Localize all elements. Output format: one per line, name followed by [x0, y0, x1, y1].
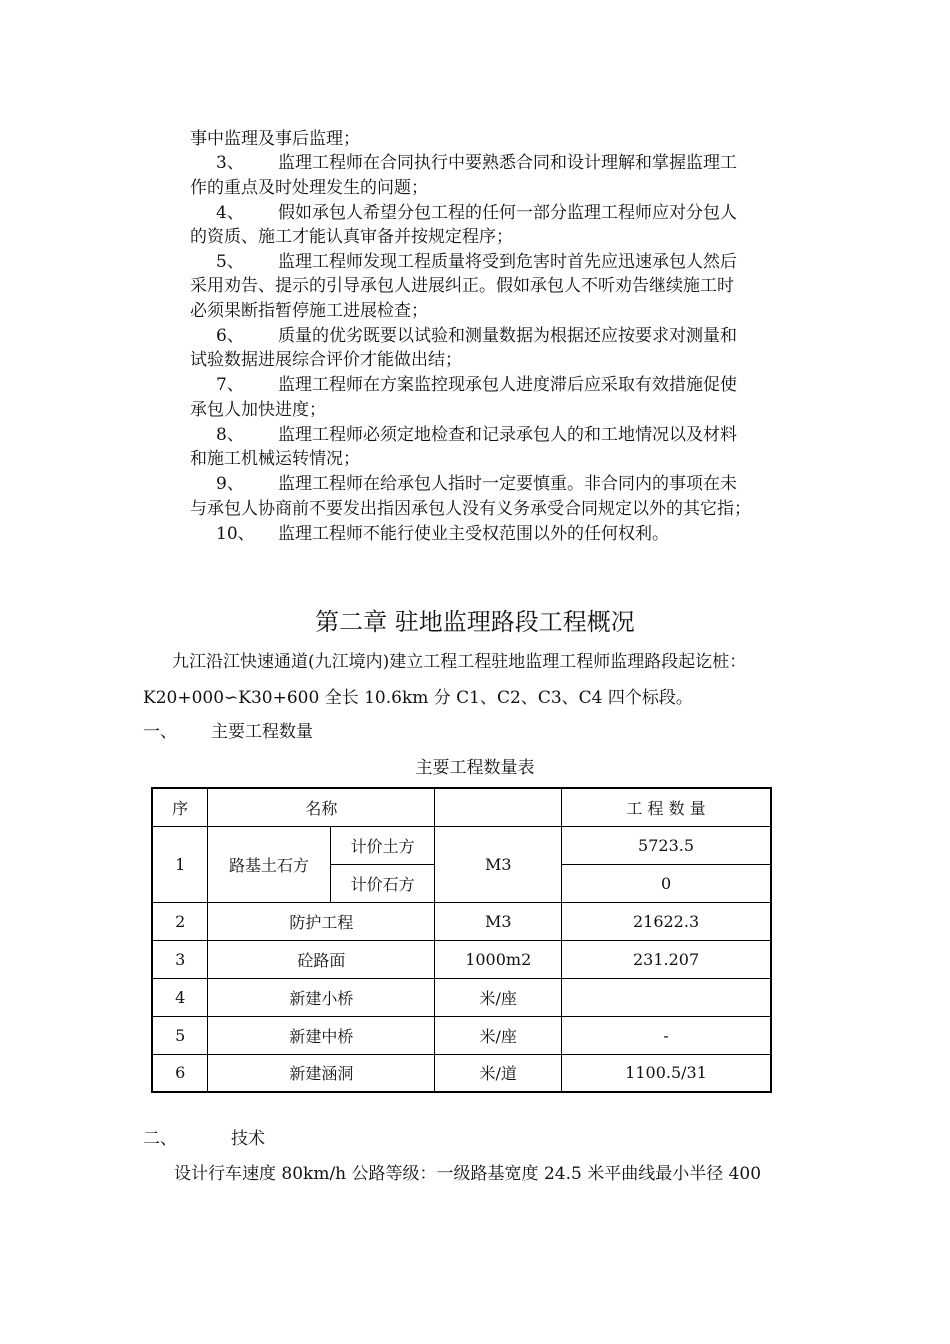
list-number: 5、: [216, 252, 244, 272]
table-row: [152, 826, 771, 864]
para-line: 试验数据进展综合评价才能做出结；: [190, 350, 462, 370]
list-number: 7、: [216, 375, 244, 395]
para-line: 与承包人协商前不要发出指因承包人没有义务承受合同规定以外的其它指；: [190, 499, 751, 519]
table-row: [152, 978, 771, 1016]
section-number: 二、: [143, 1129, 177, 1149]
list-text: 监理工程师不能行使业主受权范围以外的任何权利。: [278, 524, 669, 544]
cell-unit: 1000m2: [435, 940, 562, 978]
cell-unit: M3: [435, 902, 562, 940]
cell-quantity: 0: [562, 864, 771, 902]
list-number: 8、: [216, 425, 244, 445]
list-item-7: [216, 373, 737, 397]
cell-seq: 6: [152, 1054, 208, 1092]
cell-unit: 米/道: [435, 1054, 562, 1092]
cell-quantity: -: [562, 1016, 771, 1054]
section-title: 主要工程数量: [211, 722, 313, 742]
list-item-6: [216, 324, 737, 348]
cell-name: 防护工程: [208, 902, 435, 940]
cell-subname: 计价石方: [330, 864, 435, 902]
header-quantity: 工 程 数 量: [562, 788, 771, 826]
quantity-table: [151, 787, 772, 1093]
table-header-row: [152, 788, 771, 826]
list-number: 10、: [216, 524, 255, 544]
para-line: 承包人加快进度；: [190, 400, 326, 420]
cell-seq: 3: [152, 940, 208, 978]
cell-name: 新建中桥: [208, 1016, 435, 1054]
list-item-10: [216, 522, 669, 546]
chapter-title: 第二章 驻地监理路段工程概况: [315, 608, 635, 636]
tech-line: 设计行车速度 80km/h 公路等级：一级路基宽度 24.5 米平曲线最小半径 400: [174, 1164, 762, 1184]
para-line: 作的重点及时处理发生的问题；: [190, 178, 428, 198]
cell-quantity: 21622.3: [562, 902, 771, 940]
header-unit: [435, 788, 562, 826]
cell-seq: 5: [152, 1016, 208, 1054]
table-row: [152, 1054, 771, 1092]
cell-seq: 4: [152, 978, 208, 1016]
cell-name: 路基土石方: [208, 826, 330, 902]
list-item-5: [216, 250, 737, 274]
cell-unit: 米/座: [435, 1016, 562, 1054]
header-seq: 序: [152, 788, 208, 826]
table-row: [152, 940, 771, 978]
section-heading-1: [143, 720, 313, 744]
cell-unit: M3: [435, 826, 562, 902]
header-name: 名称: [208, 788, 435, 826]
list-item-3: [216, 151, 737, 175]
list-number: 4、: [216, 203, 244, 223]
list-item-4: [216, 201, 737, 225]
cell-quantity: 1100.5/31: [562, 1054, 771, 1092]
list-text: 监理工程师在给承包人指时一定要慎重。非合同内的事项在未: [278, 474, 737, 494]
para-line: 事中监理及事后监理；: [190, 129, 360, 149]
para-line: 和施工机械运转情况；: [190, 449, 360, 469]
cell-name: 新建涵洞: [208, 1054, 435, 1092]
list-item-9: [216, 472, 737, 496]
list-text: 假如承包人希望分包工程的任何一部分监理工程师应对分包人: [278, 203, 737, 223]
cell-unit: 米/座: [435, 978, 562, 1016]
section-title: 技术: [231, 1129, 265, 1149]
intro-line: 九江沿江快速通道(九江境内)建立工程工程驻地监理工程师监理路段起讫桩：: [172, 652, 747, 672]
section-number: 一、: [143, 722, 177, 742]
para-line: 必须果断指暂停施工进展检查；: [190, 301, 428, 321]
list-item-8: [216, 423, 737, 447]
list-text: 监理工程师必须定地检查和记录承包人的和工地情况以及材料: [278, 425, 737, 445]
table-row: [152, 902, 771, 940]
list-text: 监理工程师在方案监控现承包人进度滞后应采取有效措施促使: [278, 375, 737, 395]
cell-subname: 计价土方: [330, 826, 435, 864]
cell-quantity: [562, 978, 771, 1016]
intro-line: K20+000∽K30+600 全长 10.6km 分 C1、C2、C3、C4 四个标段。: [143, 688, 693, 708]
cell-quantity: 231.207: [562, 940, 771, 978]
cell-seq: 2: [152, 902, 208, 940]
table-caption: 主要工程数量表: [415, 758, 535, 778]
list-number: 6、: [216, 326, 244, 346]
para-line: 采用劝告、提示的引导承包人进展纠正。假如承包人不听劝告继续施工时: [190, 276, 734, 296]
list-text: 质量的优劣既要以试验和测量数据为根据还应按要求对测量和: [278, 326, 737, 346]
list-number: 3、: [216, 153, 244, 173]
list-text: 监理工程师在合同执行中要熟悉合同和设计理解和掌握监理工: [278, 153, 737, 173]
list-text: 监理工程师发现工程质量将受到危害时首先应迅速承包人然后: [278, 252, 737, 272]
para-line: 的资质、施工才能认真审备并按规定程序；: [190, 227, 513, 247]
section-heading-2: [143, 1127, 265, 1151]
cell-name: 新建小桥: [208, 978, 435, 1016]
table-row: [152, 1016, 771, 1054]
cell-seq: 1: [152, 826, 208, 902]
cell-name: 砼路面: [208, 940, 435, 978]
list-number: 9、: [216, 474, 244, 494]
cell-quantity: 5723.5: [562, 826, 771, 864]
